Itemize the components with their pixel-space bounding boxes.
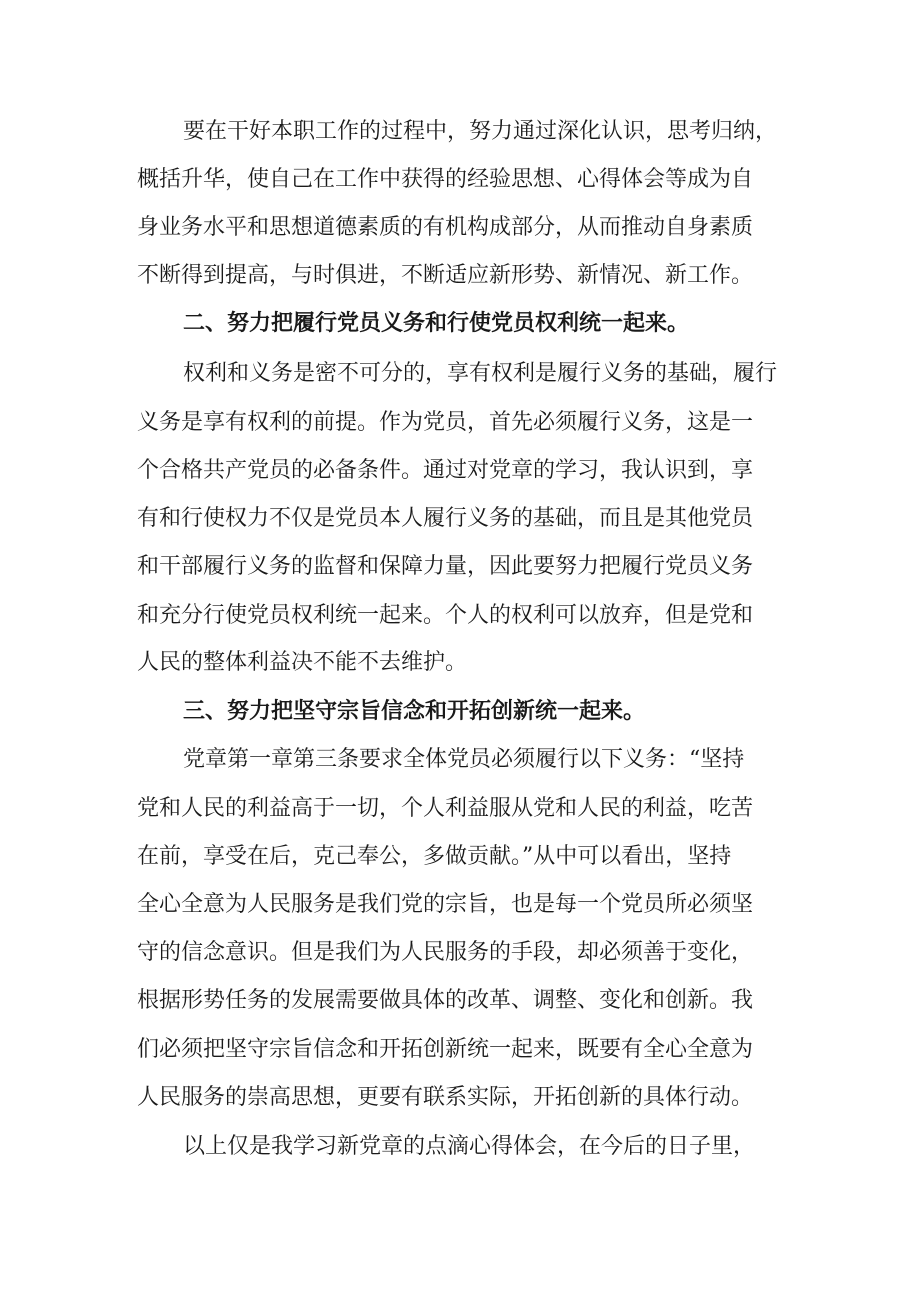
section-heading-2: 二、努力把履行党员义务和行使党员权利统一起来。 [183,311,690,336]
paragraph-2-line-4: 有和行使权力不仅是党员本人履行义务的基础，而且是其他党员 [137,506,754,531]
section-heading-3: 三、努力把坚守宗旨信念和开拓创新统一起来。 [183,699,646,724]
paragraph-3-line-2: 党和人民的利益高于一切，个人利益服从党和人民的利益，吃苦 [137,796,754,821]
paragraph-1-line-1: 要在干好本职工作的过程中，努力通过深化认识，思考归纳， [183,119,778,144]
paragraph-1-line-4: 不断得到提高，与时俱进，不断适应新形势、新情况、新工作。 [137,263,754,288]
paragraph-3-line-5: 守的信念意识。但是我们为人民服务的手段，却必须善于变化， [137,940,754,965]
paragraph-3-line-1: 党章第一章第三条要求全体党员必须履行以下义务：“坚持 [183,747,745,772]
paragraph-2-line-2: 义务是享有权利的前提。作为党员，首先必须履行义务，这是一 [137,410,754,435]
paragraph-3-line-7: 们必须把坚守宗旨信念和开拓创新统一起来，既要有全心全意为 [137,1037,754,1062]
paragraph-1-line-2: 概括升华，使自己在工作中获得的经验思想、心得体会等成为自 [137,167,754,192]
paragraph-3-line-8: 人民服务的崇高思想，更要有联系实际，开拓创新的具体行动。 [137,1085,754,1110]
paragraph-2-line-3: 个合格共产党员的必备条件。通过对党章的学习，我认识到，享 [137,458,754,483]
paragraph-2-line-5: 和干部履行义务的监督和保障力量，因此要努力把履行党员义务 [137,554,754,579]
paragraph-2-line-1: 权利和义务是密不可分的，享有权利是履行义务的基础，履行 [183,361,778,386]
paragraph-2-line-6: 和充分行使党员权利统一起来。个人的权利可以放弃，但是党和 [137,603,754,628]
paragraph-3-line-6: 根据形势任务的发展需要做具体的改革、调整、变化和创新。我 [137,988,754,1013]
paragraph-2-line-7: 人民的整体利益决不能不去维护。 [137,650,468,675]
paragraph-3-line-4: 全心全意为人民服务是我们党的宗旨，也是每一个党员所必须坚 [137,892,754,917]
paragraph-4-line-1: 以上仅是我学习新党章的点滴心得体会，在今后的日子里， [183,1134,756,1159]
paragraph-3-line-3: 在前，享受在后，克己奉公，多做贡献。”从中可以看出，坚持 [137,844,732,869]
paragraph-1-line-3: 身业务水平和思想道德素质的有机构成部分，从而推动自身素质 [137,215,754,240]
